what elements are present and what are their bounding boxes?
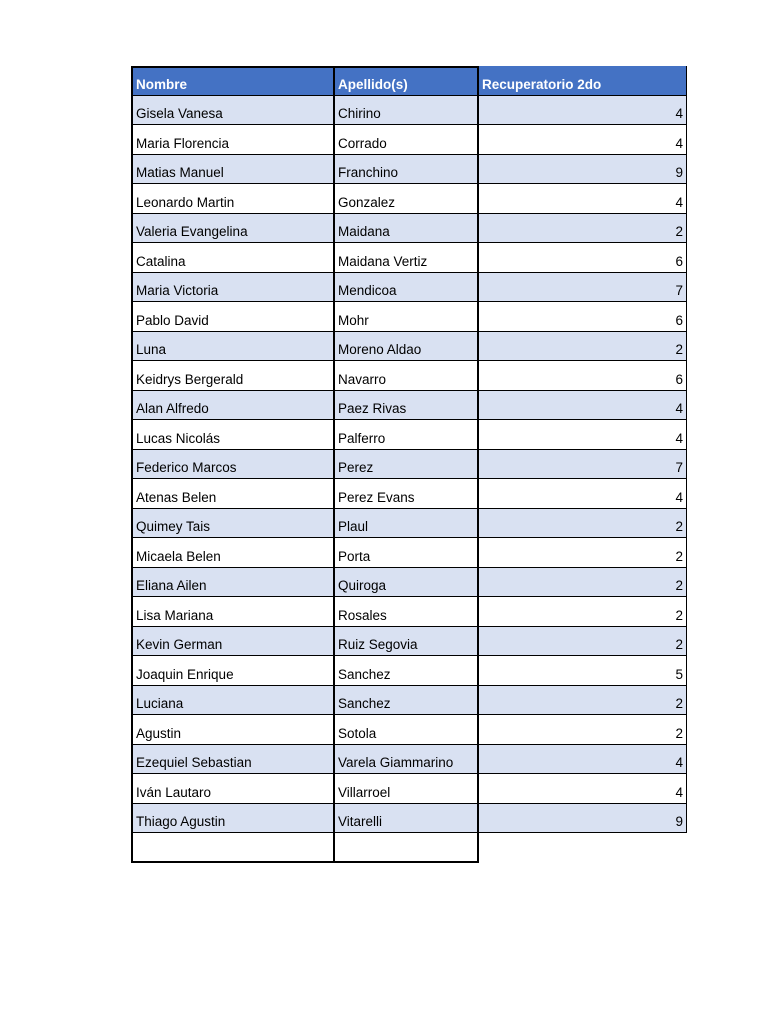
table-row [131,686,687,716]
table-row [131,597,687,627]
table-row [131,155,687,185]
cell-recuperatorio[interactable]: 9 [479,804,687,834]
cell-apellidos[interactable]: Rosales [333,597,479,627]
cell-nombre[interactable]: Maria Florencia [131,125,333,155]
cell-nombre[interactable]: Leonardo Martin [131,184,333,214]
table-row [131,184,687,214]
cell-apellidos[interactable]: Maidana Vertiz [333,243,479,273]
cell-nombre[interactable]: Luna [131,332,333,362]
table-row [131,391,687,421]
cell-recuperatorio[interactable]: 2 [479,686,687,716]
table-row [131,656,687,686]
cell-apellidos[interactable]: Franchino [333,155,479,185]
cell-apellidos[interactable]: Corrado [333,125,479,155]
table-row [131,361,687,391]
cell-recuperatorio[interactable]: 4 [479,391,687,421]
cell-nombre[interactable]: Pablo David [131,302,333,332]
cell-nombre[interactable]: Agustin [131,715,333,745]
cell-apellidos[interactable]: Mendicoa [333,273,479,303]
cell-recuperatorio[interactable]: 4 [479,745,687,775]
cell-apellidos[interactable]: Paez Rivas [333,391,479,421]
cell-nombre[interactable]: Gisela Vanesa [131,96,333,126]
cell-apellidos[interactable]: Moreno Aldao [333,332,479,362]
table-row [131,509,687,539]
table-body [131,96,687,834]
cell-recuperatorio[interactable]: 2 [479,332,687,362]
cell-nombre[interactable]: Joaquin Enrique [131,656,333,686]
cell-nombre[interactable]: Lucas Nicolás [131,420,333,450]
cell-nombre[interactable]: Iván Lautaro [131,774,333,804]
cell-nombre[interactable]: Eliana Ailen [131,568,333,598]
cell-recuperatorio[interactable]: 4 [479,184,687,214]
cell-apellidos[interactable]: Plaul [333,509,479,539]
cell-nombre[interactable]: Matias Manuel [131,155,333,185]
cell-recuperatorio[interactable]: 6 [479,361,687,391]
table-row [131,273,687,303]
cell-recuperatorio[interactable]: 2 [479,509,687,539]
cell-nombre[interactable]: Alan Alfredo [131,391,333,421]
cell-recuperatorio[interactable]: 2 [479,214,687,244]
table-row [131,96,687,126]
empty-row [131,833,687,863]
cell-nombre[interactable]: Federico Marcos [131,450,333,480]
cell-recuperatorio[interactable]: 4 [479,420,687,450]
cell-nombre[interactable]: Luciana [131,686,333,716]
cell-apellidos[interactable]: Ruiz Segovia [333,627,479,657]
cell-apellidos[interactable]: Sotola [333,715,479,745]
cell-apellidos[interactable]: Palferro [333,420,479,450]
cell-recuperatorio[interactable]: 2 [479,538,687,568]
cell-recuperatorio[interactable]: 9 [479,155,687,185]
table-row [131,214,687,244]
header-recuperatorio[interactable]: Recuperatorio 2do [479,66,687,96]
cell-apellidos[interactable]: Chirino [333,96,479,126]
table-header-row [131,66,687,96]
table-row [131,627,687,657]
cell-recuperatorio[interactable]: 6 [479,243,687,273]
cell-recuperatorio[interactable]: 4 [479,479,687,509]
cell-recuperatorio[interactable]: 2 [479,568,687,598]
cell-nombre[interactable]: Catalina [131,243,333,273]
cell-nombre[interactable]: Kevin German [131,627,333,657]
cell-apellidos[interactable]: Perez Evans [333,479,479,509]
table-row [131,804,687,834]
cell-nombre[interactable]: Ezequiel Sebastian [131,745,333,775]
table-row [131,774,687,804]
header-nombre[interactable]: Nombre [131,66,333,96]
cell-recuperatorio[interactable]: 4 [479,774,687,804]
cell-apellidos[interactable]: Mohr [333,302,479,332]
cell-recuperatorio[interactable]: 2 [479,597,687,627]
cell-nombre[interactable]: Maria Victoria [131,273,333,303]
cell-apellidos[interactable]: Maidana [333,214,479,244]
table-row [131,420,687,450]
cell-recuperatorio[interactable]: 4 [479,96,687,126]
empty-cell-apellidos[interactable] [333,833,479,863]
empty-cell-nombre[interactable] [131,833,333,863]
table-row [131,745,687,775]
table-row [131,450,687,480]
table-row [131,568,687,598]
cell-recuperatorio[interactable]: 2 [479,715,687,745]
table-row [131,125,687,155]
table-row [131,715,687,745]
cell-nombre[interactable]: Quimey Tais [131,509,333,539]
table-row [131,479,687,509]
table-row [131,243,687,273]
cell-nombre[interactable]: Thiago Agustin [131,804,333,834]
header-apellidos[interactable]: Apellido(s) [333,66,479,96]
cell-nombre[interactable]: Atenas Belen [131,479,333,509]
cell-apellidos[interactable]: Varela Giammarino [333,745,479,775]
cell-recuperatorio[interactable]: 6 [479,302,687,332]
cell-apellidos[interactable]: Villarroel [333,774,479,804]
cell-recuperatorio[interactable]: 7 [479,273,687,303]
cell-nombre[interactable]: Micaela Belen [131,538,333,568]
cell-recuperatorio[interactable]: 4 [479,125,687,155]
cell-nombre[interactable]: Lisa Mariana [131,597,333,627]
cell-apellidos[interactable]: Sanchez [333,686,479,716]
empty-cell-spacer [479,833,687,863]
cell-recuperatorio[interactable]: 2 [479,627,687,657]
table-row [131,332,687,362]
grades-table [131,66,687,863]
table-row [131,538,687,568]
cell-apellidos[interactable]: Vitarelli [333,804,479,834]
cell-apellidos[interactable]: Navarro [333,361,479,391]
cell-apellidos[interactable]: Porta [333,538,479,568]
table-row [131,302,687,332]
cell-apellidos[interactable]: Gonzalez [333,184,479,214]
cell-nombre[interactable]: Valeria Evangelina [131,214,333,244]
cell-recuperatorio[interactable]: 7 [479,450,687,480]
cell-apellidos[interactable]: Quiroga [333,568,479,598]
cell-recuperatorio[interactable]: 5 [479,656,687,686]
cell-apellidos[interactable]: Perez [333,450,479,480]
cell-nombre[interactable]: Keidrys Bergerald [131,361,333,391]
cell-apellidos[interactable]: Sanchez [333,656,479,686]
